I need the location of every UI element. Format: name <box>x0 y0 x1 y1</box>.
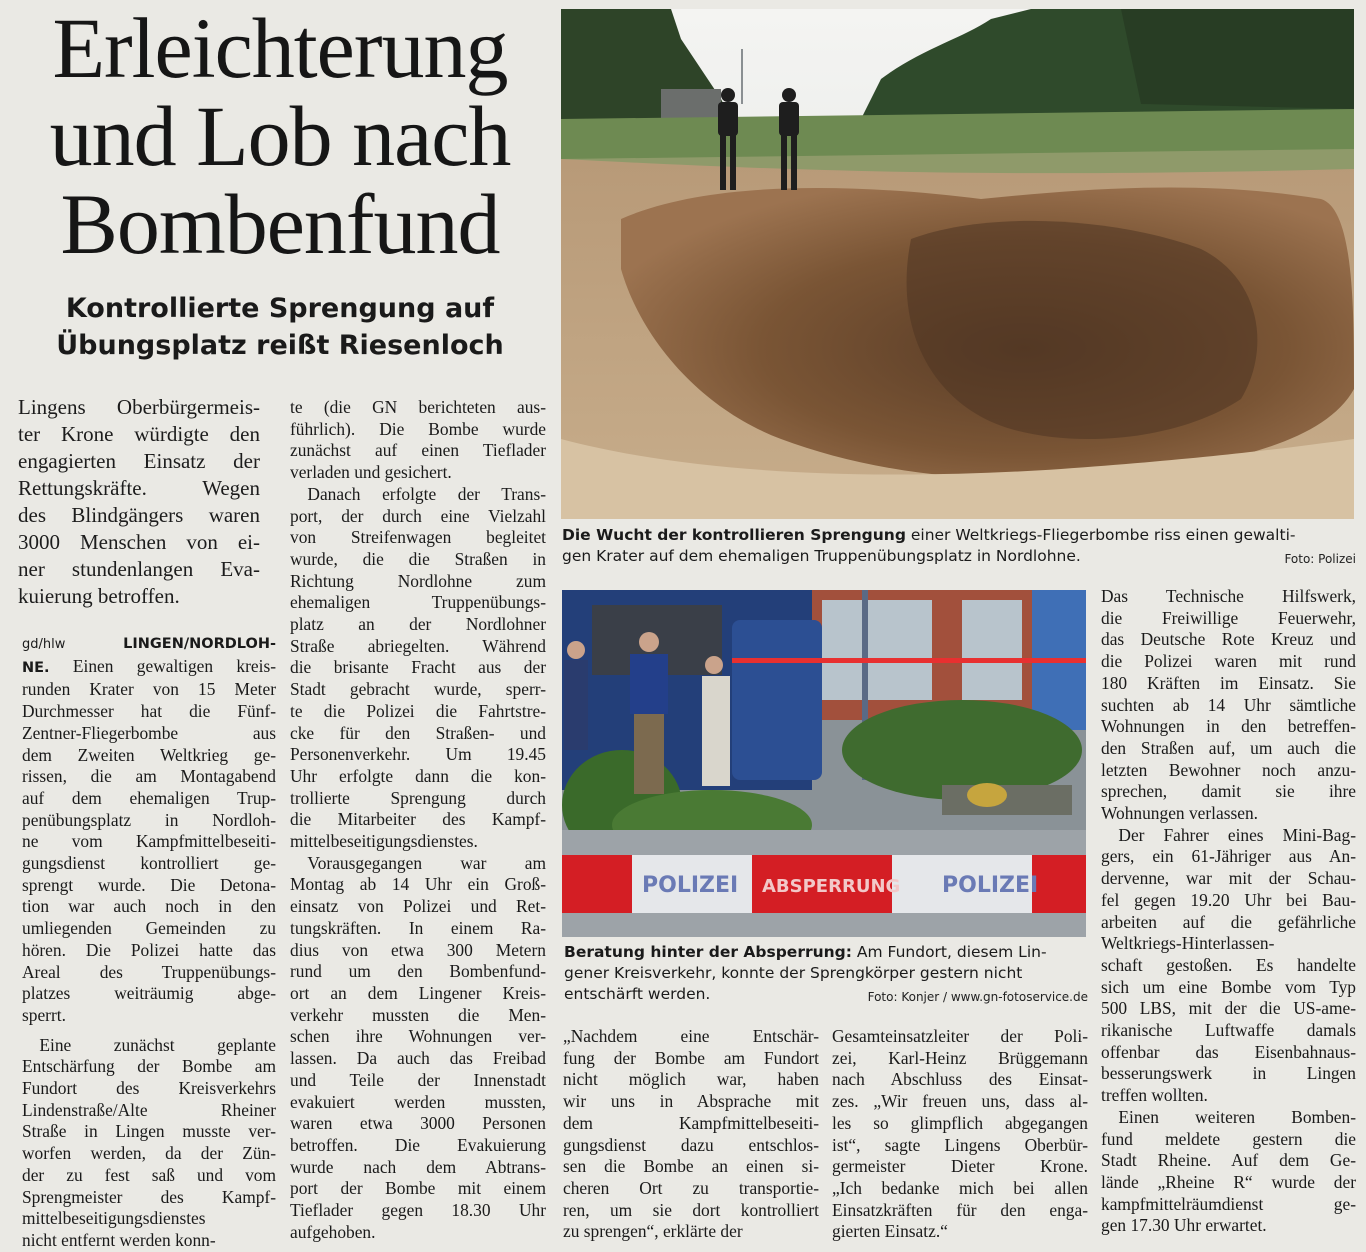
col5-line: gers, ein 61-Jähriger aus An- <box>1101 846 1356 867</box>
col2-line: Personenverkehr. Um 19.45 <box>290 744 546 765</box>
col4-line: nach Abschluss des Einsat- <box>832 1069 1088 1090</box>
article-column-1 <box>22 632 276 1252</box>
col2-line: zunächst auf einen Tieflader <box>290 440 546 461</box>
column-1-body <box>22 679 276 1251</box>
col2-line: Uhr erfolgte dann die kon- <box>290 765 546 786</box>
col2-line: port der Bombe mit einem <box>290 1178 546 1199</box>
col3-line: ren, um sie dort kontrolliert <box>563 1199 819 1220</box>
headline <box>20 0 540 272</box>
col2-line: Danach erfolgte der Trans- <box>290 483 546 504</box>
police-photo <box>562 590 1086 937</box>
col1-line: hören. Die Polizei hatte das <box>22 939 276 960</box>
col5-line: lände „Rheine R“ wurde der <box>1101 1171 1356 1192</box>
col5-line: fund meldete gestern die <box>1101 1128 1356 1149</box>
col5-line: Weltkriegs-Hinterlassen- <box>1101 933 1275 954</box>
col3-line: cheren Ort zu transportie- <box>563 1177 819 1198</box>
col1-line: Entschärfung der Bombe am <box>22 1056 276 1077</box>
col2-line: wurde, die die Straßen in <box>290 548 546 569</box>
col1-line: Eine zunächst geplante <box>22 1034 276 1055</box>
col2-line: einsatz von Polizei und Ret- <box>290 896 546 917</box>
police-caption-text-2: gener Kreisverkehr, konnte der Sprengkörper gestern nicht <box>564 964 1023 982</box>
crater-caption-text-1: einer Weltkriegs-Fliegerbombe riss einen gewalti- <box>905 526 1296 544</box>
crater-caption <box>562 525 1356 567</box>
col2-line: aufgehoben. <box>290 1221 376 1242</box>
lead-line <box>22 656 276 680</box>
col1-line: gungsdienst kontrolliert ge- <box>22 853 276 874</box>
crater-photo-credit: Foto: Polizei <box>1284 552 1356 566</box>
police-photo-credit: Foto: Konjer / www.gn-fotoservice.de <box>867 990 1088 1004</box>
col5-line: Stadt Rheine. Auf dem Ge- <box>1101 1150 1356 1171</box>
lede-line: engagierten Einsatz der <box>18 449 260 473</box>
col2-line: ehemaligen Truppenübungs- <box>290 592 546 613</box>
article-column-2 <box>290 397 546 1243</box>
col3-line: nicht möglich war, haben <box>563 1069 819 1090</box>
col2-line: Straße abriegelten. Während <box>290 635 546 656</box>
col4-line: zei, Karl-Heinz Brüggemann <box>832 1047 1088 1068</box>
col5-line: 180 Kräften im Einsatz. Sie <box>1101 672 1356 693</box>
dateline-end: NE. <box>22 659 50 676</box>
police-caption-title: Beratung hinter der Absperrung: <box>564 943 852 961</box>
article-column-5 <box>1101 586 1356 1237</box>
col4-line: germeister Dieter Krone. <box>832 1156 1088 1177</box>
col3-line: „Nachdem eine Entschär- <box>563 1026 819 1046</box>
crater-caption-title: Die Wucht der kontrollieren Sprengung <box>562 526 906 544</box>
col1-line: worfen werden, da der Zün- <box>22 1143 276 1164</box>
col4-line: zes. „Wir freuen uns, dass al- <box>832 1091 1088 1112</box>
col5-line: sich um eine Bombe vom Typ <box>1101 976 1356 997</box>
col1-line: auf dem ehemaligen Trup- <box>22 787 276 808</box>
headline-line-2: und Lob nach <box>49 88 511 184</box>
col3-line: wir uns in Absprache mit <box>563 1091 819 1112</box>
lede-line: 3000 Menschen von ei- <box>18 530 260 554</box>
col4-line: Gesamteinsatzleiter der Poli- <box>832 1026 1088 1046</box>
col2-line: wurde nach dem Abtrans- <box>290 1156 546 1177</box>
col2-line: Tieflader gegen 18.30 Uhr <box>290 1200 546 1221</box>
crater-caption-text-2: gen Krater auf dem ehemaligen Truppenübungsplatz in Nordlohne. <box>562 547 1081 565</box>
col1-line: nicht entfernt werden konn- <box>22 1229 216 1250</box>
col3-line: dem Kampfmittelbeseiti- <box>563 1112 819 1133</box>
subheadline <box>20 290 540 364</box>
col1-line: der zu fest saß und vom <box>22 1164 276 1185</box>
col5-line: fel gegen 19.20 Uhr bei Bau- <box>1101 889 1356 910</box>
col5-line: 500 LBS, mit der die US-ame- <box>1101 998 1356 1019</box>
col5-line: suchten ab 14 Uhr sämtliche <box>1101 694 1356 715</box>
col2-line: betroffen. Die Evakuierung <box>290 1134 546 1155</box>
police-caption <box>564 942 1088 1005</box>
col2-line: mittelbeseitigungsdienstes. <box>290 831 478 852</box>
col1-line: Lindenstraße/Alte Rheiner <box>22 1099 276 1120</box>
col2-line: führlich). Die Bombe wurde <box>290 418 546 439</box>
col2-line: von Streifenwagen begleitet <box>290 527 546 548</box>
col2-line: dius von etwa 300 Metern <box>290 939 546 960</box>
col1-line: sprengt wurde. Die Detona- <box>22 874 276 895</box>
lede-line: Rettungskräfte. Wegen <box>18 476 260 500</box>
col2-line: schen ihre Wohnungen ver- <box>290 1026 546 1047</box>
police-caption-text-3: entschärft werden. <box>564 985 711 1003</box>
col5-line: die Freiwillige Feuerwehr, <box>1101 607 1356 628</box>
col1-line: mittelbeseitigungsdienstes <box>22 1208 206 1229</box>
article-column-4 <box>832 1026 1088 1243</box>
col1-line: umliegenden Gemeinden zu <box>22 918 276 939</box>
col1-line: Areal des Truppenübungs- <box>22 961 276 982</box>
col2-line: die brisante Fracht aus der <box>290 657 546 678</box>
col5-line: Das Technische Hilfswerk, <box>1101 586 1356 606</box>
lede-line: kuierung betroffen. <box>18 584 180 608</box>
col5-line: Einen weiteren Bomben- <box>1101 1106 1356 1127</box>
headline-line-1: Erleichterung <box>52 0 508 96</box>
col5-line: kampfmittelräumdienst ge- <box>1101 1193 1356 1214</box>
col5-line: das Deutsche Rote Kreuz und <box>1101 629 1356 650</box>
col2-line: waren etwa 3000 Personen <box>290 1113 546 1134</box>
col4-line: Einsatzkräften für den enga- <box>832 1199 1088 1220</box>
col5-line: die Polizei waren mit rund <box>1101 651 1356 672</box>
col3-line: gungsdienst dazu entschlos- <box>563 1134 819 1155</box>
col5-line: schaft gestoßen. Es handelte <box>1101 954 1356 975</box>
lede-line: des Blindgängers waren <box>18 503 260 527</box>
col2-line: platz an der Nordlohner <box>290 614 546 635</box>
col5-line: Wohnungen verlassen. <box>1101 803 1259 824</box>
article-column-3 <box>563 1026 819 1243</box>
col1-line: Zentner-Fliegerbombe aus <box>22 722 276 743</box>
col2-line: trollierte Sprengung durch <box>290 787 546 808</box>
dateline-line <box>22 632 276 656</box>
col4-line: „Ich bedanke mich bei allen <box>832 1177 1088 1198</box>
col2-line: evakuiert werden mussten, <box>290 1091 546 1112</box>
col2-line: tungskräften. In einem Ra- <box>290 917 546 938</box>
police-image <box>562 590 1086 937</box>
col5-line: letzten Bewohner noch anzu- <box>1101 759 1356 780</box>
col5-line: gen 17.30 Uhr erwartet. <box>1101 1215 1267 1236</box>
col2-line: verkehr mussten die Men- <box>290 1004 546 1025</box>
col4-line: les so glimpflich abgegangen <box>832 1112 1088 1133</box>
col2-line: te (die GN berichteten aus- <box>290 397 546 417</box>
col2-line: die Mitarbeiter des Kampf- <box>290 809 546 830</box>
col2-line: cke für den Straßen- und <box>290 722 546 743</box>
col2-line: port, der durch eine Vielzahl <box>290 505 546 526</box>
col3-line: fung der Bombe am Fundort <box>563 1047 819 1068</box>
col1-line: Durchmesser hat die Fünf- <box>22 701 276 722</box>
col1-line: rissen, die am Montagabend <box>22 766 276 787</box>
col4-line: gierten Einsatz.“ <box>832 1221 948 1242</box>
col1-line: sperrt. <box>22 1004 66 1025</box>
subheadline-line-1: Kontrollierte Sprengung auf <box>65 293 495 324</box>
col2-line: Stadt gebracht wurde, sperr- <box>290 679 546 700</box>
col5-line: offenbar das Eisenbahnaus- <box>1101 1041 1356 1062</box>
lede-line: ter Krone würdigte den <box>18 422 260 446</box>
col4-line: ist“, sagte Lingens Oberbür- <box>832 1134 1088 1155</box>
col5-line: den Straßen auf, um auch die <box>1101 737 1356 758</box>
dateline: LINGEN/NORDLOH- <box>123 636 276 652</box>
col1-line: ne vom Kampfmittelbeseiti- <box>22 831 276 852</box>
lede-line: ner stundenlangen Eva- <box>18 557 260 581</box>
crater-photo <box>561 9 1354 519</box>
col2-line: Montag ab 14 Uhr ein Groß- <box>290 874 546 895</box>
col2-line: und Teile der Innenstadt <box>290 1069 546 1090</box>
col1-line: Fundort des Kreisverkehrs <box>22 1078 276 1099</box>
col1-line <box>22 1027 276 1035</box>
lede-line: Lingens Oberbürgermeis- <box>18 395 260 419</box>
subheadline-line-2: Übungsplatz reißt Riesenloch <box>56 330 504 361</box>
tape-text-3: POLIZEI <box>942 873 1039 898</box>
col1-line: Sprengmeister des Kampf- <box>22 1186 276 1207</box>
byline: gd/hlw <box>22 637 66 652</box>
col1-line: runden Krater von 15 Meter <box>22 679 276 700</box>
headline-line-3: Bombenfund <box>60 176 500 272</box>
col1-line: dem Zweiten Weltkrieg ge- <box>22 744 276 765</box>
col1-line: penübungsplatz in Nordloh- <box>22 809 276 830</box>
col5-line: sprechen, damit sie ihre <box>1101 781 1356 802</box>
col3-line: sen die Bombe an einen si- <box>563 1156 819 1177</box>
col5-line: Wohnungen in den betreffen- <box>1101 716 1356 737</box>
tape-text-1: POLIZEI <box>642 873 739 898</box>
lead-text: Einen gewaltigen kreis- <box>49 655 276 676</box>
col5-line: arbeiten auf die gefährliche <box>1101 911 1356 932</box>
col5-line: besserungswerk in Lingen <box>1101 1063 1356 1084</box>
col2-line: lassen. Da auch das Freibad <box>290 1048 546 1069</box>
col3-line: zu sprengen“, erklärte der <box>563 1221 743 1242</box>
col2-line: Vorausgegangen war am <box>290 852 546 873</box>
col2-line: rund um den Bombenfund- <box>290 961 546 982</box>
col1-line: tion war auch noch in den <box>22 896 276 917</box>
col2-line: verladen und gesichert. <box>290 462 452 483</box>
col1-line: Straße in Lingen musste ver- <box>22 1121 276 1142</box>
crater-image <box>561 9 1354 519</box>
col5-line: rikanische Luftwaffe damals <box>1101 1020 1356 1041</box>
col2-line: Richtung Nordlohne zum <box>290 570 546 591</box>
lede-paragraph <box>18 394 260 610</box>
police-caption-text-1: Am Fundort, diesem Lin- <box>851 943 1047 961</box>
col5-line: treffen wollten. <box>1101 1085 1208 1106</box>
tape-text-2: ABSPERRUNG <box>762 876 901 897</box>
col1-line: platzes weiträumig abge- <box>22 983 276 1004</box>
col2-line: ort an dem Lingener Kreis- <box>290 982 546 1003</box>
col5-line: Der Fahrer eines Mini-Bag- <box>1101 824 1356 845</box>
col2-line: te die Polizei die Fahrtstre- <box>290 700 546 721</box>
col5-line: dervenne, war mit der Schau- <box>1101 868 1356 889</box>
